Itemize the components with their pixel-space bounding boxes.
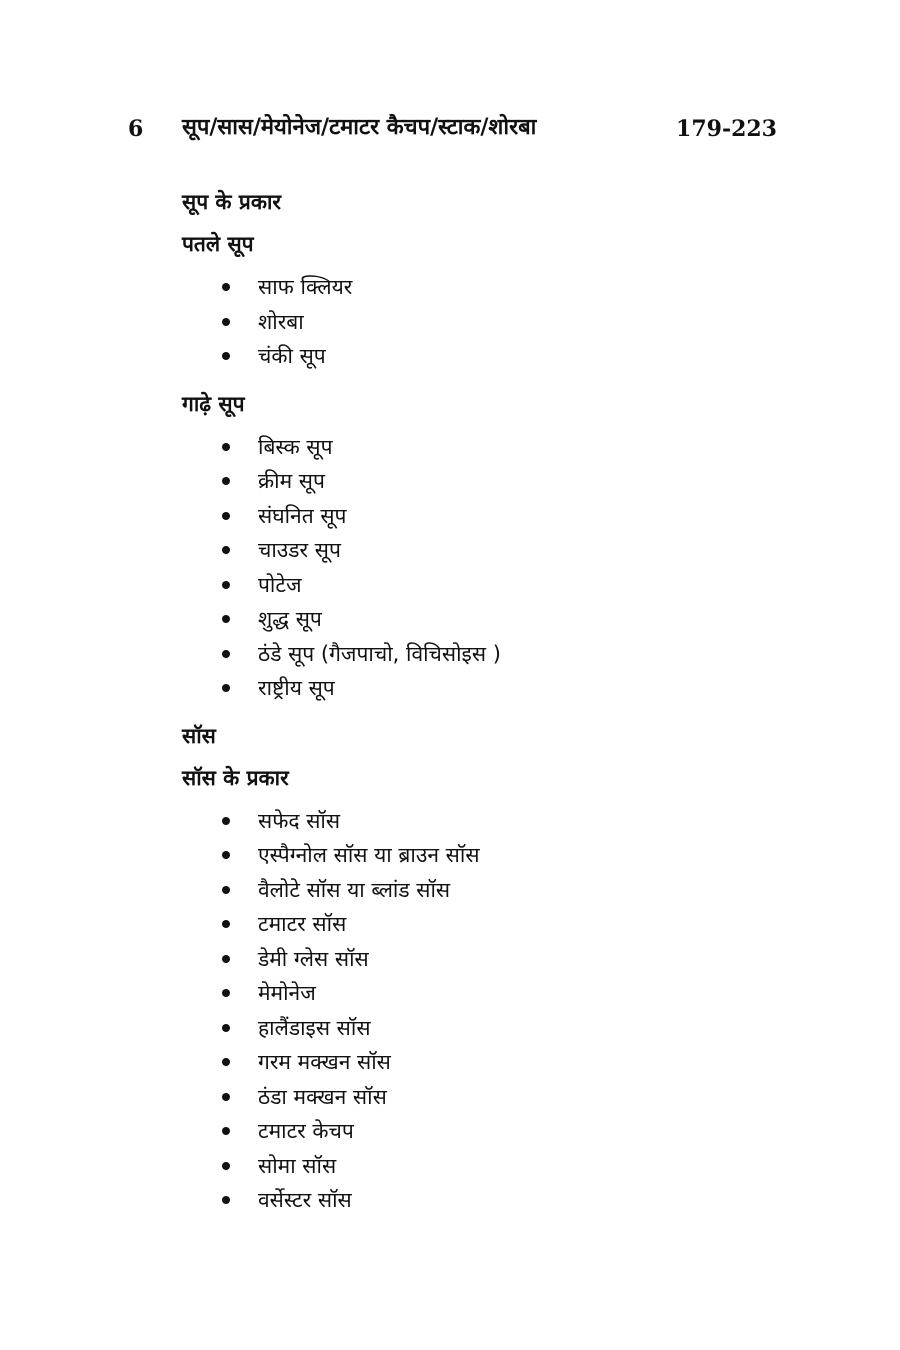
list-item-text: क्रीम सूप: [258, 469, 325, 493]
list-item: [182, 1011, 802, 1046]
bullet-icon: [222, 684, 230, 692]
list-item-text: पोटेज: [258, 572, 302, 597]
list-item-text: डेमी ग्लेस सॉस: [258, 946, 369, 971]
list-item-text: हालैंडाइस सॉस: [258, 1015, 371, 1040]
list-item: [182, 305, 802, 340]
bullet-icon: [222, 955, 230, 963]
list-item-text: सफेद सॉस: [258, 808, 341, 833]
list-item: [182, 1114, 802, 1149]
bullet-icon: [222, 477, 230, 485]
list-item: [182, 873, 802, 908]
list-item-text: शोरबा: [258, 309, 304, 334]
unit-title: सूप/सास/मेयोनेज/टमाटर कैचप/स्टाक/शोरबा: [182, 115, 537, 140]
bullet-icon: [222, 650, 230, 658]
list-item: [182, 1080, 802, 1115]
list-item: [182, 838, 802, 873]
list-item-text: टमाटर सॉस: [258, 912, 347, 936]
bullet-icon: [222, 817, 230, 825]
list-item-text: वैलोटे सॉस या ब्लांड सॉस: [258, 877, 451, 902]
list-item-text: संघनित सूप: [258, 503, 347, 528]
bullet-icon: [222, 283, 230, 291]
list-item-text: ठंडा मक्खन सॉस: [258, 1084, 387, 1109]
list-item: [182, 464, 802, 499]
heading-sauce: सॉस: [182, 723, 216, 748]
list-item: [182, 339, 802, 374]
list-item-text: सोमा सॉस: [258, 1153, 337, 1178]
list-item-text: चाउडर सूप: [258, 538, 341, 562]
list-item: [182, 270, 802, 305]
list-item-text: चंकी सूप: [258, 344, 326, 368]
list-item-text: ठंडे सूप (गैजपाचो, विचिसोइस ): [258, 641, 501, 666]
list-item: [182, 976, 802, 1011]
list-item: [182, 907, 802, 942]
heading-sauce-types: सॉस के प्रकार: [182, 765, 289, 790]
bullet-icon: [222, 1196, 230, 1204]
list-item-text: राष्ट्रीय सूप: [258, 676, 335, 700]
bullet-icon: [222, 1024, 230, 1032]
list-item: [182, 637, 802, 672]
unit-content: [182, 186, 802, 1232]
heading-soup-types: सूप के प्रकार: [182, 190, 281, 214]
list-item-text: वर्सेस्टर सॉस: [258, 1188, 352, 1212]
bullet-icon: [222, 989, 230, 997]
list-item: [182, 1149, 802, 1184]
heading-thick-soups: गाढ़े सूप: [182, 391, 245, 416]
unit-number: 6: [128, 116, 144, 142]
list-item-text: टमाटर केचप: [258, 1119, 354, 1143]
list-item: [182, 533, 802, 568]
bullet-icon: [222, 581, 230, 589]
thick-soups-list: [182, 430, 802, 706]
bullet-icon: [222, 352, 230, 360]
list-item: [182, 568, 802, 603]
bullet-icon: [222, 1127, 230, 1135]
thin-soups-list: [182, 270, 802, 374]
bullet-icon: [222, 851, 230, 859]
sauce-types-list: [182, 804, 802, 1218]
bullet-icon: [222, 1058, 230, 1066]
list-item-text: गरम मक्खन सॉस: [258, 1050, 391, 1074]
list-item: [182, 804, 802, 839]
unit-page-range: 179-223: [676, 116, 777, 142]
list-item-text: शुद्ध सूप: [258, 607, 322, 631]
list-item: [182, 671, 802, 706]
list-item: [182, 602, 802, 637]
list-item: [182, 1045, 802, 1080]
list-item: [182, 1183, 802, 1218]
bullet-icon: [222, 1162, 230, 1170]
list-item-text: बिस्क सूप: [258, 434, 333, 459]
bullet-icon: [222, 1093, 230, 1101]
list-item-text: साफ क्लियर: [258, 275, 353, 299]
list-item-text: मेमोनेज: [258, 981, 316, 1005]
bullet-icon: [222, 920, 230, 928]
list-item-text: एस्पैग्नोल सॉस या ब्राउन सॉस: [258, 843, 480, 867]
list-item: [182, 499, 802, 534]
heading-thin-soups: पतले सूप: [182, 232, 254, 256]
bullet-icon: [222, 615, 230, 623]
bullet-icon: [222, 512, 230, 520]
bullet-icon: [222, 546, 230, 554]
list-item: [182, 942, 802, 977]
bullet-icon: [222, 443, 230, 451]
bullet-icon: [222, 318, 230, 326]
bullet-icon: [222, 886, 230, 894]
list-item: [182, 430, 802, 465]
